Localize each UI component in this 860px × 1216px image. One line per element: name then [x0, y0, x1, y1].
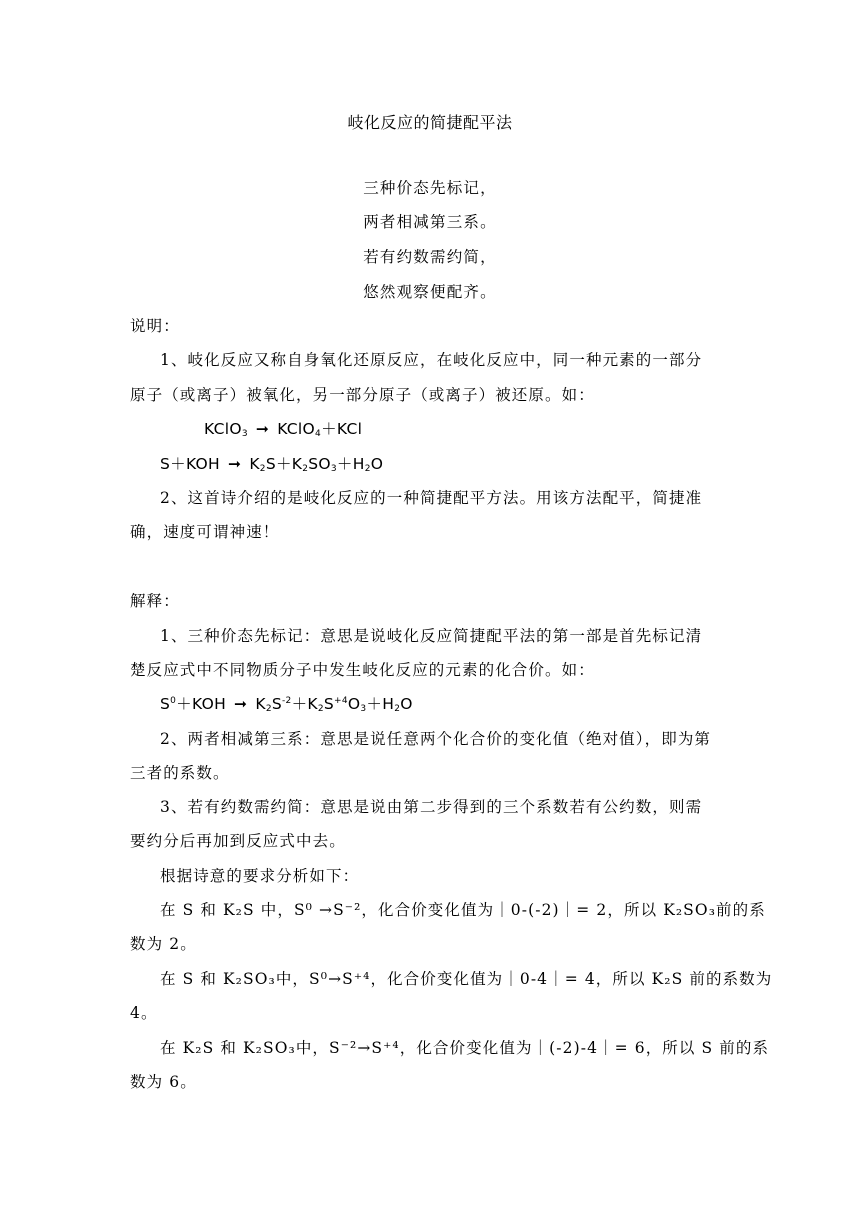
equation-kclo3: KClO$_3$ ➞ KClO$_4$＋KCl: [204, 420, 363, 439]
arrow-icon: ➞: [255, 420, 270, 438]
interpretation-heading: 解释：: [130, 592, 180, 610]
interpretation-1-line2: 楚反应式中不同物质分子中发生岐化反应的元素的化合价。如：: [130, 661, 595, 679]
equation-labeled: $S^0+KOH$ ➞ $K_2S^{-2}+K_2S^{+4}O_3+H_2O$: [160, 695, 413, 714]
poem-line-4: 悠然观察便配齐。: [363, 283, 497, 301]
arrow-icon: ➞: [234, 695, 248, 713]
analysis-2-line1: 在 S 和 K₂SO₃中，S⁰→S⁺⁴，化合价变化值为｜0-4｜= 4，所以 K₂S 前的系数为: [160, 970, 773, 988]
explanation-p2-line1: 2、这首诗介绍的是岐化反应的一种简捷配平方法。用该方法配平，简捷准: [160, 489, 703, 507]
poem-line-3: 若有约数需约简，: [363, 248, 497, 266]
analysis-3-line1: 在 K₂S 和 K₂SO₃中，S⁻²→S⁺⁴，化合价变化值为｜(-2)-4｜= 6，所以 S 前的系: [160, 1039, 770, 1057]
poem-line-2: 两者相减第三系。: [363, 213, 497, 231]
analysis-intro: 根据诗意的要求分析如下：: [160, 867, 360, 885]
equation-s-koh: S＋KOH ➞ $K_2S+K_2SO_3+H_2O$: [160, 455, 384, 474]
interpretation-3-line2: 要约分后再加到反应式中去。: [130, 832, 346, 850]
explanation-heading: 说明：: [130, 317, 180, 335]
analysis-1-line2: 数为 2。: [130, 935, 197, 953]
interpretation-2-line2: 三者的系数。: [130, 764, 230, 782]
poem-line-1: 三种价态先标记，: [363, 179, 497, 197]
interpretation-3-line1: 3、若有约数需约简：意思是说由第二步得到的三个系数若有公约数，则需: [160, 798, 703, 816]
interpretation-1-line1: 1、三种价态先标记：意思是说岐化反应简捷配平法的第一部是首先标记清: [160, 627, 703, 645]
analysis-3-line2: 数为 6。: [130, 1073, 197, 1091]
arrow-icon: ➞: [228, 455, 242, 473]
document-title: 岐化反应的简捷配平法: [347, 113, 513, 132]
analysis-2-line2: 4。: [130, 1004, 158, 1022]
analysis-1-line1: 在 S 和 K₂S 中，S⁰ →S⁻²，化合价变化值为｜0-(-2)｜= 2，所以 K₂SO₃前的系: [160, 901, 766, 919]
explanation-p1-line1: 1、岐化反应又称自身氧化还原反应，在岐化反应中，同一种元素的一部分: [160, 351, 703, 369]
explanation-p1-line2: 原子（或离子）被氧化，另一部分原子（或离子）被还原。如：: [130, 386, 595, 404]
interpretation-2-line1: 2、两者相减第三系：意思是说任意两个化合价的变化值（绝对值），即为第: [160, 730, 712, 748]
explanation-p2-line2: 确，速度可谓神速！: [130, 523, 280, 541]
